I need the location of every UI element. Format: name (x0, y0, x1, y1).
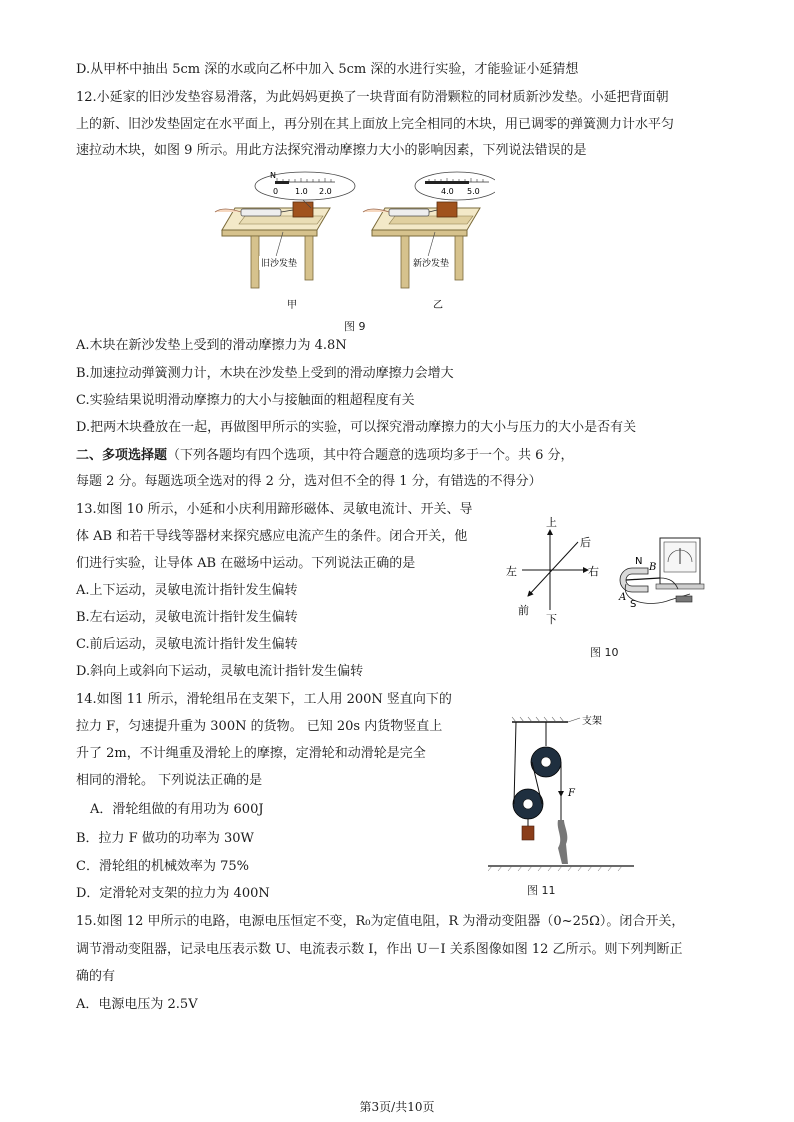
point-b-label: B (649, 562, 657, 573)
figure-9-left-label: 甲 (287, 300, 297, 311)
q13-stem-line-3: 们进行实验，让导体 AB 在磁场中运动。下列说法正确的是 (76, 556, 416, 571)
figure-9-right-pad-label: 新沙发垫 (413, 259, 450, 269)
movable-pulley (513, 789, 543, 819)
q15-stem-line-1: 15.如图 12 甲所示的电路，电源电压恒定不变，R₀为定值电阻，R 为滑动变阻器（0~25Ω）。闭合开关， (76, 914, 685, 929)
q12-option-d: D.把两木块叠放在一起，再做图甲所示的实验，可以探究滑动摩擦力的大小与压力的大小是否有关 (76, 420, 637, 435)
q14-stem-line-3: 升了 2m，不计绳重及滑轮上的摩擦，定滑轮和动滑轮是完全 (76, 746, 426, 761)
switch (676, 596, 692, 602)
q15-option-a: A．电源电压为 2.5V (76, 997, 198, 1012)
q12-option-c: C.实验结果说明滑动摩擦力的大小与接触面的粗超程度有关 (76, 393, 415, 408)
figure-9-left-pad-label: 旧沙发垫 (261, 259, 298, 269)
q15-stem-line-3: 确的有 (76, 969, 116, 984)
q14-stem-line-1: 14.如图 11 所示，滑轮组吊在支架下，工人用 200N 竖直向下的 (76, 692, 452, 707)
point-a-label: A (619, 592, 627, 603)
q12-stem-line-1: 12.小延家的旧沙发垫容易滑落，为此妈妈更换了一块背面有防滑颗粒的同材质新沙发垫。小延把背面朝 (76, 90, 669, 105)
q13-option-d: D.斜向上或斜向下运动，灵敏电流计指针发生偏转 (76, 664, 364, 679)
q14-option-c: C．滑轮组的机械效率为 75% (76, 859, 249, 874)
cargo (522, 826, 534, 840)
figure-9-left-tick-1: 1.0 (295, 187, 308, 196)
q13-option-c: C.前后运动，灵敏电流计指针发生偏转 (76, 637, 298, 652)
q13-stem-line-2: 体 AB 和若干导线等器材来探究感应电流产生的条件。闭合开关，他 (76, 529, 468, 544)
figure-9-left-tick-2: 2.0 (319, 187, 332, 196)
q12-option-a: A.木块在新沙发垫上受到的滑动摩擦力为 4.8N (76, 338, 347, 353)
q14-option-d: D．定滑轮对支架的拉力为 400N (76, 886, 270, 901)
q12-stem-line-3: 速拉动木块，如图 9 所示。用此方法探究滑动摩擦力大小的影响因素，下列说法错误的是 (76, 143, 587, 158)
figure-10-caption: 图 10 (590, 646, 619, 659)
figure-11 (488, 712, 638, 880)
figure-9-left-apparatus (215, 172, 355, 288)
direction-axes (522, 530, 588, 610)
figure-9-right-label: 乙 (433, 300, 443, 311)
worker (558, 820, 568, 864)
galvanometer (656, 538, 704, 589)
section-2-header (76, 446, 574, 466)
dir-up: 上 (546, 516, 557, 529)
figure-9-right-tick-0: 4.0 (441, 187, 454, 196)
q12-stem-line-2: 上的新、旧沙发垫固定在水平面上，再分别在其上面放上完全相同的木块，用已调零的弹簧测力计水平匀 (76, 117, 675, 132)
dir-back: 后 (580, 536, 591, 549)
q13-stem-line-1: 13.如图 10 所示，小延和小庆利用蹄形磁体、灵敏电流计、开关、导 (76, 502, 473, 517)
q14-stem-line-2: 拉力 F，匀速提升重为 300N 的货物。 已知 20s 内货物竖直上 (76, 719, 443, 734)
q11-option-d: D.从甲杯中抽出 5cm 深的水或向乙杯中加入 5cm 深的水进行实验，才能验证小延猜想 (76, 62, 579, 77)
figure-11-caption: 图 11 (527, 884, 556, 897)
figure-9-caption: 图 9 (344, 320, 366, 333)
q13-option-a: A.上下运动，灵敏电流计指针发生偏转 (76, 583, 298, 598)
q14-option-b: B．拉力 F 做功的功率为 30W (76, 831, 254, 846)
magnet-s-label: S (630, 599, 637, 610)
q15-stem-line-2: 调节滑动变阻器，记录电压表示数 U、电流表示数 I，作出 U－I 关系图像如图 12 乙所示。则下列判断正 (76, 942, 683, 957)
dir-right: 右 (588, 565, 599, 578)
page-footer: 第3页/共10页 (359, 1100, 435, 1114)
section-2-title: 二、多项选择题 (76, 448, 168, 463)
section-2-desc-2: 每题 2 分。每题选项全选对的得 2 分，选对但不全的得 1 分，有错选的不得分） (76, 474, 542, 489)
fixed-pulley (531, 747, 561, 777)
support-label: 支架 (582, 716, 602, 727)
dir-down: 下 (546, 613, 557, 626)
figure-9-left-unit: N (270, 171, 276, 180)
magnet-n-label: N (635, 556, 643, 567)
q14-option-a: A．滑轮组做的有用功为 600J (90, 802, 264, 817)
figure-10 (500, 512, 720, 637)
figure-9-right-tick-1: 5.0 (467, 187, 480, 196)
q12-option-b: B.加速拉动弹簧测力计，木块在沙发垫上受到的滑动摩擦力会增大 (76, 366, 454, 381)
figure-9-left-tick-0: 0 (273, 187, 279, 196)
q13-option-b: B.左右运动，灵敏电流计指针发生偏转 (76, 610, 298, 625)
figure-9 (205, 168, 495, 318)
force-label: F (568, 788, 575, 799)
q14-stem-line-4: 相同的滑轮。 下列说法正确的是 (76, 773, 263, 788)
section-2-desc-1: （下列各题均有四个选项，其中符合题意的选项均多于一个。共 6 分， (167, 448, 574, 463)
dir-left: 左 (506, 565, 517, 578)
dir-front: 前 (518, 604, 529, 617)
